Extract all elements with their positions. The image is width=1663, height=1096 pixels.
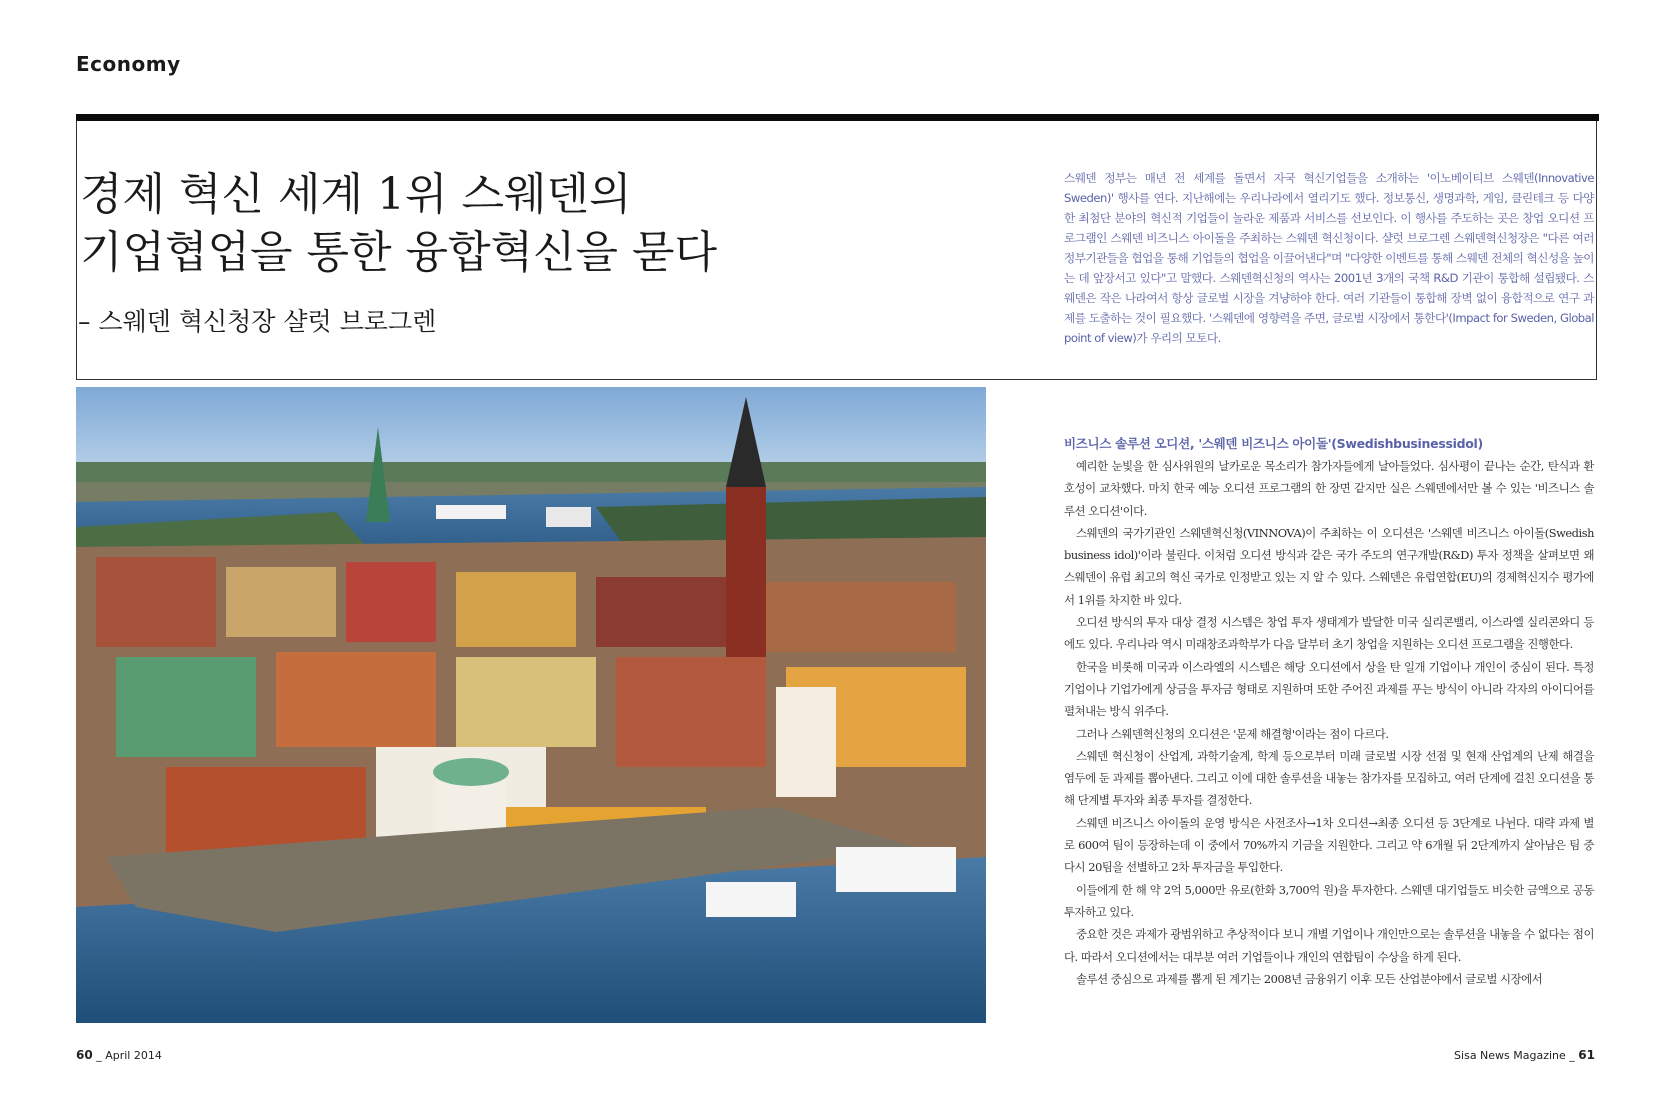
riddarholmen-church-tower xyxy=(726,487,766,657)
body-paragraph: 그러나 스웨덴혁신청의 오디션은 '문제 해결형'이라는 점이 다르다. xyxy=(1076,726,1389,741)
photo-illustration xyxy=(76,387,986,1023)
left-issue-date: _ April 2014 xyxy=(96,1049,162,1062)
top-rule xyxy=(76,114,1599,121)
footer-left xyxy=(76,1048,162,1062)
subhead: – 스웨덴 혁신청장 샬럿 브로그렌 xyxy=(78,307,437,336)
body-paragraph: 중요한 것은 과제가 광범위하고 추상적이다 보니 개별 기업이나 개인만으로는 솔루션을 내놓을 수 없다는 점이다. 따라서 오디션에서는 대부분 여러 기업들이나 개인의 연합팀이 수상을 하게 된다. xyxy=(1064,927,1594,964)
section-label: Economy xyxy=(76,52,181,76)
body-paragraph: 스웨덴의 국가기관인 스웨덴혁신청(VINNOVA)이 주최하는 이 오디션은 '스웨덴 비즈니스 아이돌(Swedish business idol)'이라 불린다. 이처럼 오디션 방식과 같은 국가 주도의 연구개발(R&D) 투자 정책을 살펴보면 왜 스웨덴이 유럽 최고의 혁신 국가로 인정받고 있는 지 알 수 있다. 스웨덴은 유럽연합(EU)의 경제혁신지수 평가에서 1위를 차지한 바 있다. xyxy=(1064,525,1594,607)
body-paragraph: 오디션 방식의 투자 대상 결정 시스템은 창업 투자 생태계가 발달한 미국 실리콘밸리, 이스라엘 실리콘와디 등에도 있다. 우리나라 역시 미래창조과학부가 다음 달부터 초기 창업을 지원하는 오디션 프로그램을 진행한다. xyxy=(1064,615,1594,652)
lead-paragraph: 스웨덴 정부는 매년 전 세계를 돌면서 자국 혁신기업들을 소개하는 '이노베이티브 스웨덴(Innovative Sweden)' 행사를 연다. 지난해에는 우리나라에서 열리기도 했다. 정보통신, 생명과학, 게임, 클린테크 등 다양한 최첨단 분야의 혁신적 기업들이 놀라운 제품과 서비스를 선보인다. 이 행사를 주도하는 곳은 창업 오디션 프로그램인 스웨덴 비즈니스 아이돌을 주최하는 스웨덴 혁신청이다. 샬럿 브로그렌 스웨덴혁신청장은 "다른 여러 정부기관들을 협업을 통해 기업들의 협업을 이끌어낸다"며 "다양한 이벤트를 통해 스웨덴 전체의 혁신성을 높이는 데 앞장서고 있다"고 말했다. 스웨덴혁신청의 역사는 2001년 3개의 국책 R&D 기관이 통합해 설립됐다. 스웨덴은 작은 나라여서 항상 글로벌 시장을 겨냥하야 한다. 여러 기관들이 통합해 장벽 없이 융합적으로 연구 과제를 도출하는 것이 필요했다. '스웨덴에 영향력을 주면, 글로벌 시장에서 통한다'(Impact for Sweden, Global point of view)가 우리의 모토다. xyxy=(1064,171,1594,345)
headline-line-1: 경제 혁신 세계 1위 스웨덴의 xyxy=(80,169,632,220)
magazine-name: Sisa News Magazine _ xyxy=(1454,1049,1575,1062)
body-paragraph: 스웨덴 혁신청이 산업계, 과학기술계, 학계 등으로부터 미래 글로벌 시장 선점 및 현재 산업계의 난제 해결을 염두에 둔 과제를 뽑아낸다. 그리고 이에 대한 솔루션을 내놓는 참가자를 모집하고, 여러 단계에 걸친 오디션을 통해 단계별 투자와 최종 투자를 결정한다. xyxy=(1064,748,1594,808)
left-page-number: 60 xyxy=(76,1048,93,1062)
copper-dome xyxy=(433,758,509,786)
headline xyxy=(80,166,980,282)
article-body xyxy=(1064,434,1594,990)
boat-1 xyxy=(706,882,796,917)
headline-line-2: 기업협업을 통한 융합혁신을 묻다 xyxy=(80,227,718,278)
body-paragraph: 이들에게 한 해 약 2억 5,000만 유로(한화 3,700억 원)을 투자한다. 스웨덴 대기업들도 비슷한 금액으로 공동 투자하고 있다. xyxy=(1064,882,1594,919)
right-page-number: 61 xyxy=(1578,1048,1595,1062)
boat-2 xyxy=(836,847,956,892)
body-paragraph: 한국을 비롯해 미국과 이스라엘의 시스템은 해당 오디션에서 상을 탄 일개 기업이나 개인이 중심이 된다. 특정 기업이나 기업가에게 상금을 투자금 형태로 지원하며 또한 주어진 과제를 푸는 방식이 아니라 각자의 아이디어를 펼쳐내는 방식 위주다. xyxy=(1064,659,1594,719)
ferry-2 xyxy=(546,507,591,527)
body-paragraph: 솔루션 중심으로 과제를 뽑게 된 계기는 2008년 금융위기 이후 모든 산업분야에서 글로벌 시장에서 xyxy=(1076,971,1543,986)
ferry-1 xyxy=(436,505,506,519)
body-heading: 비즈니스 솔루션 오디션, '스웨덴 비즈니스 아이돌'(Swedishbusinessidol) xyxy=(1064,436,1483,451)
body-paragraph: 스웨덴 비즈니스 아이돌의 운영 방식은 사전조사→1차 오디션→최종 오디션 등 3단계로 나뉜다. 대략 과제 별로 600여 팀이 등장하는데 이 중에서 70%까지 기금을 지원한다. 그리고 약 6개월 뒤 2단계까지 살아남은 팀 중 다시 20팀을 선별하고 2차 투자금을 투입한다. xyxy=(1064,815,1594,875)
stockholm-aerial-photo xyxy=(76,387,986,1023)
footer-right xyxy=(1454,1048,1595,1062)
body-paragraph: 예리한 눈빛을 한 심사위원의 날카로운 목소리가 참가자들에게 날아들었다. 심사평이 끝나는 순간, 탄식과 환호성이 교차했다. 마치 한국 예능 오디션 프로그램의 한 장면 같지만 실은 스웨덴에서만 볼 수 있는 '비즈니스 솔루션 오디션'이다. xyxy=(1064,459,1594,518)
